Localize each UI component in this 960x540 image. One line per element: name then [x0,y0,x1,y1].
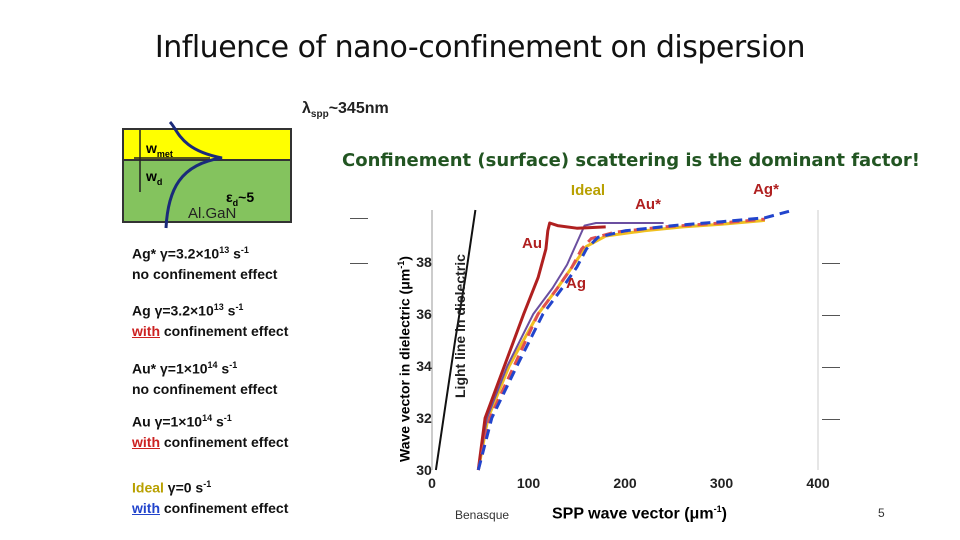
legend-exp: 13 [213,302,224,312]
footer-text: Benasque [455,508,510,522]
legend-name: Ag [132,302,151,319]
y-tick-label: 32 [416,410,432,426]
legend-name: Au* [132,360,157,377]
x-tick-label: 0 [428,475,436,491]
x-tick-label: 300 [709,475,734,491]
legend-gamma: γ=3.2×10 [160,245,220,262]
legend-exp: 13 [219,245,230,255]
x-tick-label: 100 [516,475,541,491]
slide-title: Influence of nano-confinement on dispersion [154,30,806,65]
legend-exp: 14 [202,413,213,423]
legend-name: Ag* [132,245,157,262]
legend-unit: s [229,245,241,262]
legend-unit-exp: -1 [223,413,232,423]
curve-annotation: Ag [566,275,586,292]
series-line-ideal [478,220,765,470]
confinement-note: Confinement (surface) scattering is the dominant factor! [342,150,920,171]
legend-gamma: γ=0 [167,479,192,496]
legend-unit: s [217,360,230,377]
lambda-subscript: spp [310,109,329,121]
y-axis-title: Wave vector in dielectric $(\mu m^{-1})$ [396,256,413,462]
legend-unit-exp: -1 [235,302,244,312]
wd-label: $w_d$ [146,168,163,187]
epsilon-label: $\varepsilon_d\sim 5$ [226,189,255,208]
legend-effect: confinement effect [160,433,289,450]
legend-unit: s [191,479,204,496]
x-tick-label: 200 [613,475,637,491]
x-axis-title: SPP wave vector $(\mu m^{-1})$ [552,504,727,523]
legend-effect: confinement effect [160,499,289,516]
legend-unit-exp: -1 [229,360,238,370]
y-tick-label: 34 [416,358,432,374]
page-number: 5 [878,506,885,520]
legend-name: Au [132,413,151,430]
wmet-label: $w_{met}$ [146,140,173,159]
curve-annotation: Au* [635,196,661,213]
legend-gamma: γ=1×10 [154,413,203,430]
series-line-au- [478,223,663,470]
legend-unit-exp: -1 [203,479,212,489]
legend-effect-prefix: with [132,499,160,516]
legend-effect: no confinement effect [132,380,278,397]
legend-name: Ideal [132,479,164,496]
material-label: Al.GaN [188,205,237,222]
y-tick-label: 38 [416,254,432,270]
legend-effect: confinement effect [160,322,289,339]
lambda-value: ~345nm [328,100,389,117]
curve-annotation: Ideal [570,182,606,199]
y-tick-label: 30 [416,462,432,478]
curve-annotation: Au [522,235,542,252]
y-tick-label: 36 [416,306,432,322]
legend-unit: s [223,302,236,319]
light-line-label: Light line in dielectric [452,254,468,398]
legend-gamma: γ=3.2×10 [154,302,214,319]
series-line-au [478,223,605,470]
legend-effect-prefix: with [132,322,160,339]
legend-exp: 14 [207,360,218,370]
x-tick-label: 400 [806,475,830,491]
legend-gamma: γ=1×10 [160,360,208,377]
lambda-symbol: λ [302,100,311,117]
legend-unit-exp: -1 [240,245,249,255]
legend-effect: no confinement effect [132,265,278,282]
legend-effect-prefix: with [132,433,160,450]
legend-unit: s [212,413,224,430]
curve-annotation: Ag* [753,181,779,198]
